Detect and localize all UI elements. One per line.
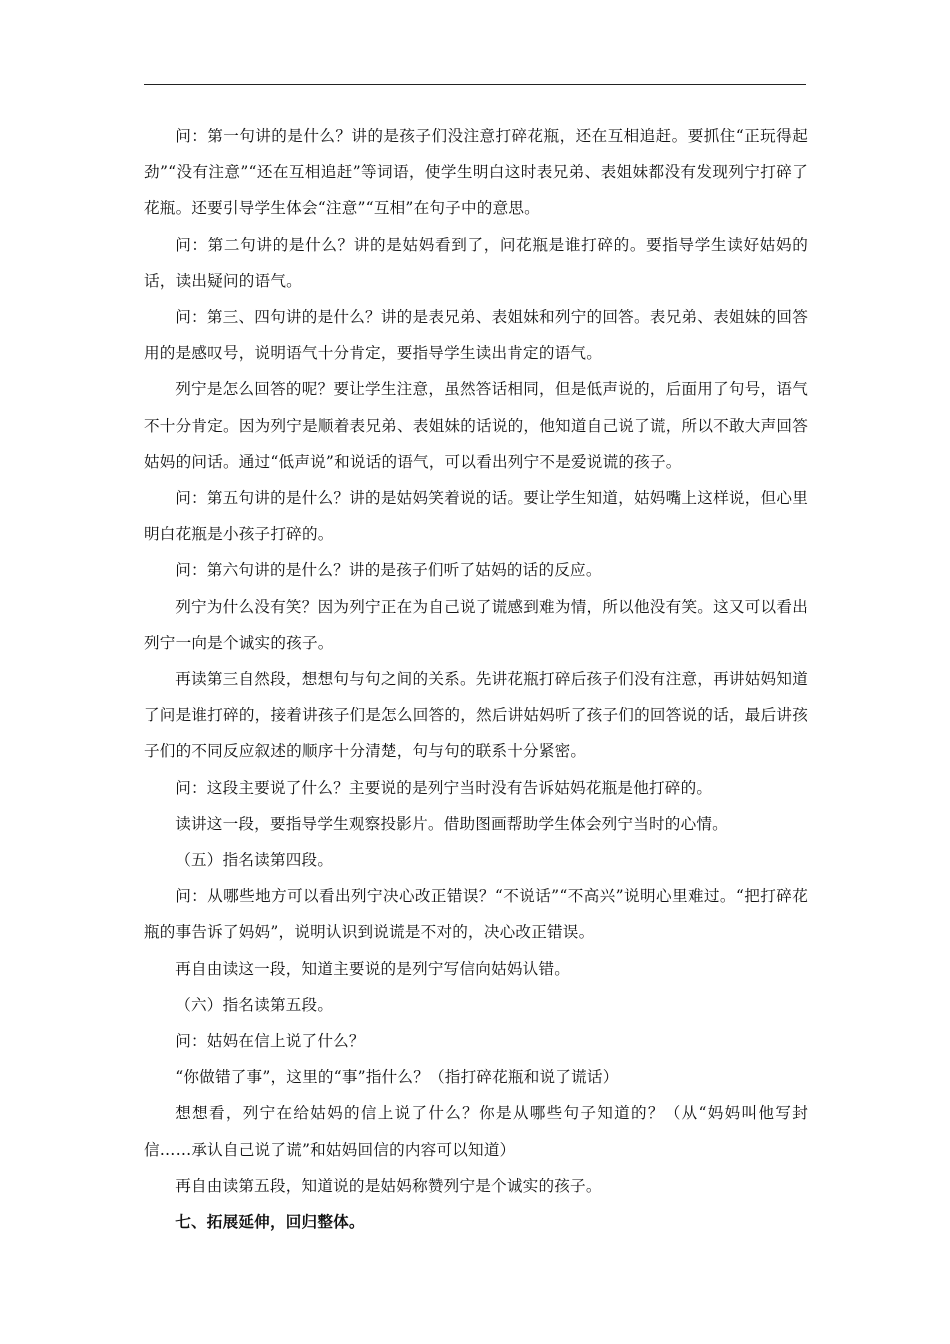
header-rule <box>144 84 806 85</box>
paragraph: 列宁为什么没有笑？因为列宁正在为自己说了谎感到难为情，所以他没有笑。这又可以看出列宁一向是个诚实的孩子。 <box>144 597 808 652</box>
paragraph: 再自由读这一段，知道主要说的是列宁写信向姑妈认错。 <box>175 959 571 978</box>
document-body <box>144 118 808 1240</box>
paragraph: “你做错了事”，这里的“事”指什么？（指打碎花瓶和说了谎话） <box>175 1068 619 1087</box>
paragraph: 列宁是怎么回答的呢？要让学生注意，虽然答话相同，但是低声说的，后面用了句号，语气不十分肯定。因为列宁是顺着表兄弟、表姐妹的话说的，他知道自己说了谎，所以不敢大声回答姑妈的问话。通过“低声说”和说话的语气，可以看出列宁不是爱说谎的孩子。 <box>144 380 808 471</box>
paragraph: 问：第三、四句讲的是什么？讲的是表兄弟、表姐妹和列宁的回答。表兄弟、表姐妹的回答用的是感叹号，说明语气十分肯定，要指导学生读出肯定的语气。 <box>144 308 808 363</box>
paragraph: 再读第三自然段，想想句与句之间的关系。先讲花瓶打碎后孩子们没有注意，再讲姑妈知道了问是谁打碎的，接着讲孩子们是怎么回答的，然后讲姑妈听了孩子们的回答说的话，最后讲孩子们的不同反应叙述的顺序十分清楚，句与句的联系十分紧密。 <box>144 670 808 761</box>
paragraph: （六）指名读第五段。 <box>175 995 334 1014</box>
paragraph: 问：第一句讲的是什么？讲的是孩子们没注意打碎花瓶，还在互相追赶。要抓住“正玩得起劲”“没有注意”“还在互相追赶”等词语，使学生明白这时表兄弟、表姐妹都没有发现列宁打碎了花瓶。还要引导学生体会“注意”“互相”在句子中的意思。 <box>144 127 808 218</box>
paragraph: （五）指名读第四段。 <box>175 851 334 870</box>
section-heading: 七、拓展延伸，回归整体。 <box>175 1212 365 1232</box>
paragraph: 问：第二句讲的是什么？讲的是姑妈看到了，问花瓶是谁打碎的。要指导学生读好姑妈的话，读出疑问的语气。 <box>144 235 808 290</box>
paragraph: 问：第五句讲的是什么？讲的是姑妈笑着说的话。要让学生知道，姑妈嘴上这样说，但心里明白花瓶是小孩子打碎的。 <box>144 489 808 544</box>
paragraph: 想想看，列宁在给姑妈的信上说了什么？你是从哪些句子知道的？（从“妈妈叫他写封信……承认自己说了谎”和姑妈回信的内容可以知道） <box>144 1104 808 1159</box>
paragraph: 问：从哪些地方可以看出列宁决心改正错误？“不说话”“不高兴”说明心里难过。“把打碎花瓶的事告诉了妈妈”，说明认识到说谎是不对的，决心改正错误。 <box>144 887 808 942</box>
paragraph: 读讲这一段，要指导学生观察投影片。借助图画帮助学生体会列宁当时的心情。 <box>175 814 728 833</box>
paragraph: 问：第六句讲的是什么？讲的是孩子们听了姑妈的话的反应。 <box>175 561 602 580</box>
paragraph: 再自由读第五段，知道说的是姑妈称赞列宁是个诚实的孩子。 <box>175 1176 602 1195</box>
paragraph: 问：姑妈在信上说了什么？ <box>175 1032 365 1051</box>
paragraph: 问：这段主要说了什么？主要说的是列宁当时没有告诉姑妈花瓶是他打碎的。 <box>175 778 713 797</box>
